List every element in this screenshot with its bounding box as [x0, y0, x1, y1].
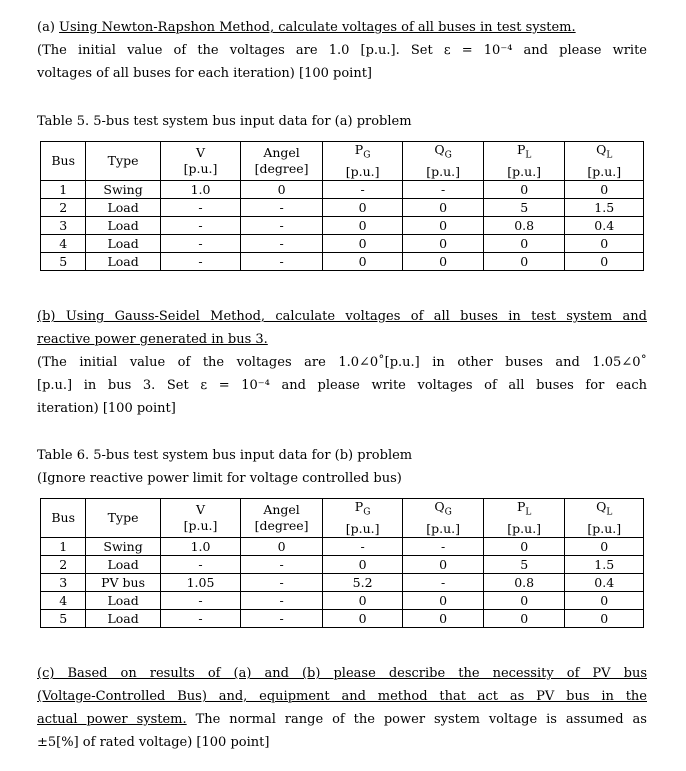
table-cell: 0: [322, 199, 403, 217]
table-cell: 0: [322, 217, 403, 235]
table-cell: 5: [483, 556, 565, 574]
table-cell: 0: [565, 235, 644, 253]
table-cell: Load: [86, 199, 160, 217]
table-cell: 0: [322, 253, 403, 271]
table-cell: 5.2: [322, 574, 403, 592]
table-cell: 0: [403, 610, 484, 628]
table-cell: 0: [483, 181, 565, 199]
table5-header-qg: $Q_G$ [p.u.]: [403, 142, 484, 181]
table-cell: -: [322, 538, 403, 556]
table-cell: 1.05: [160, 574, 241, 592]
table-cell: 5: [483, 199, 565, 217]
table-cell: 0: [565, 253, 644, 271]
part-b-line5: iteration) [100 point]: [37, 401, 176, 416]
table-cell: 3: [41, 574, 86, 592]
table6-subcaption: (Ignore reactive power limit for voltage controlled bus): [37, 471, 402, 486]
table-cell: -: [160, 217, 241, 235]
table-cell: 0.4: [565, 574, 644, 592]
table5-header-v: V [p.u.]: [160, 142, 241, 181]
table5-header-bus: Bus: [41, 142, 86, 181]
table-cell: 2: [41, 556, 86, 574]
table-cell: Load: [86, 217, 160, 235]
table5-header-pg: $P_G$ [p.u.]: [322, 142, 403, 181]
part-a-line3: voltages of all buses for each iteration) [100 point]: [37, 66, 372, 81]
table-row: [41, 592, 644, 610]
table-cell: Load: [86, 253, 160, 271]
part-b-line3: (The initial value of the voltages are 1.0∠0˚[p.u.] in other buses and 1.05∠0˚: [37, 355, 647, 370]
table-cell: 0: [241, 538, 323, 556]
table6-header-ql: $Q_L$ [p.u.]: [565, 499, 644, 538]
table-row: [41, 181, 644, 199]
table-cell: -: [403, 574, 484, 592]
part-c-line2: (Voltage-Controlled Bus) and, equipment and method that act as PV bus in the: [37, 689, 647, 704]
table6-header-bus: Bus: [41, 499, 86, 538]
table-cell: -: [160, 556, 241, 574]
table-cell: 5: [41, 610, 86, 628]
table-cell: 0: [565, 181, 644, 199]
table-row: [41, 556, 644, 574]
table6-header-type: Type: [86, 499, 160, 538]
table-cell: -: [160, 199, 241, 217]
table5-header-ql: $Q_L$ [p.u.]: [565, 142, 644, 181]
table-cell: -: [160, 610, 241, 628]
table-cell: 5: [41, 253, 86, 271]
table-cell: Load: [86, 592, 160, 610]
table-cell: -: [241, 556, 323, 574]
table-cell: 0: [483, 253, 565, 271]
table-cell: 3: [41, 217, 86, 235]
table-cell: Load: [86, 556, 160, 574]
table-cell: 0: [565, 538, 644, 556]
part-c-line4: ±5[%] of rated voltage) [100 point]: [37, 735, 270, 750]
table6-header-pg: $P_G$ [p.u.]: [322, 499, 403, 538]
table-cell: 0: [403, 217, 484, 235]
table-cell: 0.8: [483, 574, 565, 592]
table-cell: 0.8: [483, 217, 565, 235]
table-cell: Swing: [86, 181, 160, 199]
table-cell: 0: [322, 556, 403, 574]
table6-header-pl: $P_L$ [p.u.]: [483, 499, 565, 538]
table-row: [41, 574, 644, 592]
table-cell: 2: [41, 199, 86, 217]
table-cell: 0: [483, 610, 565, 628]
table-cell: 0: [241, 181, 323, 199]
table-cell: 0: [483, 235, 565, 253]
table-cell: -: [241, 574, 323, 592]
table-cell: 1.5: [565, 556, 644, 574]
table-row: [41, 253, 644, 271]
table-cell: 0: [322, 592, 403, 610]
table-cell: 0.4: [565, 217, 644, 235]
table-cell: -: [160, 253, 241, 271]
part-c-line1: (c) Based on results of (a) and (b) please describe the necessity of PV bus: [37, 666, 647, 681]
part-a-text: [37, 16, 647, 85]
table-cell: 0: [483, 538, 565, 556]
table-row: [41, 235, 644, 253]
table-cell: -: [241, 253, 323, 271]
table-cell: -: [160, 592, 241, 610]
part-a-line2: (The initial value of the voltages are 1.0 [p.u.]. Set ε = 10⁻⁴ and please write: [37, 43, 647, 58]
table-cell: 0: [403, 253, 484, 271]
table-row: [41, 610, 644, 628]
table6-caption: Table 6. 5-bus test system bus input data for (b) problem: [37, 448, 413, 463]
table6-header-angle: Angel [degree]: [241, 499, 323, 538]
table-cell: 0: [403, 199, 484, 217]
table-cell: 4: [41, 235, 86, 253]
table-cell: -: [322, 181, 403, 199]
table-cell: 1: [41, 181, 86, 199]
table-cell: -: [241, 217, 323, 235]
table5-caption: Table 5. 5-bus test system bus input data for (a) problem: [37, 114, 412, 129]
table-cell: -: [160, 235, 241, 253]
part-b-line1: (b) Using Gauss-Seidel Method, calculate voltages of all buses in test system and: [37, 309, 647, 324]
part-c-line3: actual power system. The normal range of the power system voltage is assumed as: [37, 712, 647, 727]
table5: [40, 141, 644, 271]
table6-header-v: V [p.u.]: [160, 499, 241, 538]
table6-header-qg: $Q_G$ [p.u.]: [403, 499, 484, 538]
table-cell: -: [403, 538, 484, 556]
table-cell: 0: [322, 235, 403, 253]
table-cell: 1.5: [565, 199, 644, 217]
table-cell: Load: [86, 610, 160, 628]
table-cell: -: [241, 610, 323, 628]
table-row: [41, 199, 644, 217]
table-cell: 0: [403, 235, 484, 253]
table-cell: 0: [483, 592, 565, 610]
table-row: [41, 217, 644, 235]
part-b-line2: reactive power generated in bus 3.: [37, 332, 268, 347]
table-cell: 1.0: [160, 538, 241, 556]
table5-header-angle: Angel [degree]: [241, 142, 323, 181]
table-cell: 0: [565, 592, 644, 610]
table-cell: 0: [565, 610, 644, 628]
table-cell: 4: [41, 592, 86, 610]
table-cell: Load: [86, 235, 160, 253]
table-cell: 1: [41, 538, 86, 556]
table6: [40, 498, 644, 628]
table-cell: 1.0: [160, 181, 241, 199]
part-b-text: [37, 305, 647, 420]
table5-header-type: Type: [86, 142, 160, 181]
table-cell: 0: [322, 610, 403, 628]
part-a-line1: (a) Using Newton-Rapshon Method, calculate voltages of all buses in test system.: [37, 20, 576, 35]
table5-header-pl: $P_L$ [p.u.]: [483, 142, 565, 181]
part-c-text: [37, 662, 647, 754]
table-cell: -: [241, 235, 323, 253]
table-cell: PV bus: [86, 574, 160, 592]
table-cell: 0: [403, 556, 484, 574]
table-cell: Swing: [86, 538, 160, 556]
table-row: [41, 538, 644, 556]
table-cell: -: [403, 181, 484, 199]
table-cell: -: [241, 199, 323, 217]
table-cell: 0: [403, 592, 484, 610]
part-b-line4: [p.u.] in bus 3. Set ε = 10⁻⁴ and please write voltages of all buses for each: [37, 378, 647, 393]
table-cell: -: [241, 592, 323, 610]
